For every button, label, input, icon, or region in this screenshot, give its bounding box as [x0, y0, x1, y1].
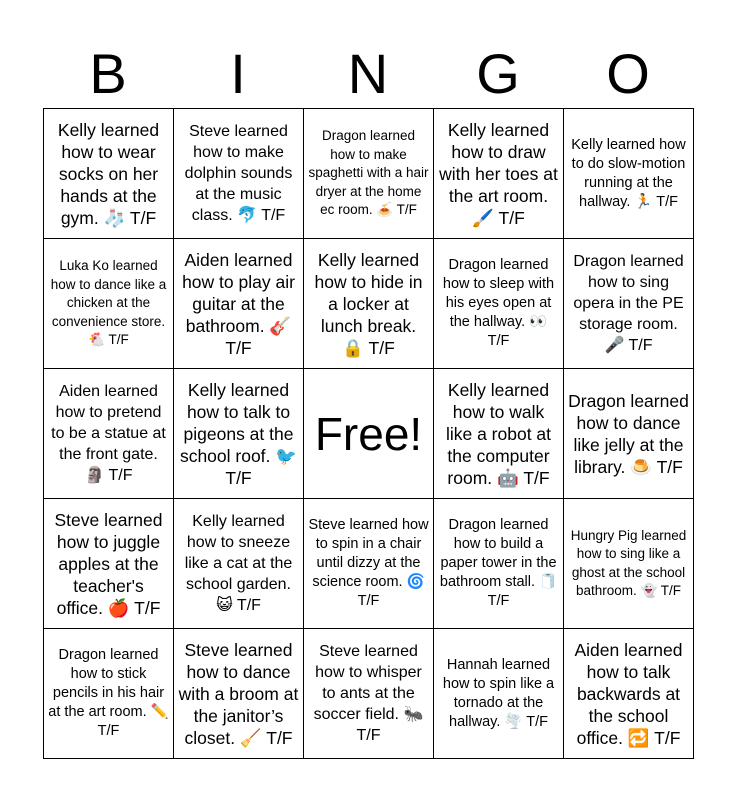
- bingo-cell[interactable]: [44, 629, 174, 759]
- bingo-cell-text: Kelly learned how to hide in a locker at lunch break. 🔒 T/F: [314, 249, 423, 358]
- bingo-cell[interactable]: [564, 499, 694, 629]
- bingo-cell-text: Steve learned how to dance with a broom at the janitor’s closet. 🧹 T/F: [178, 639, 299, 748]
- bingo-row: [44, 629, 694, 759]
- bingo-cell[interactable]: [44, 369, 174, 499]
- bingo-cell[interactable]: [174, 239, 304, 369]
- bingo-cell-text: Dragon learned how to sing opera in the PE storage room. 🎤 T/F: [573, 253, 684, 354]
- bingo-row: [44, 499, 694, 629]
- bingo-cell[interactable]: [44, 499, 174, 629]
- bingo-cell[interactable]: [564, 369, 694, 499]
- title-letter-b: B: [89, 42, 127, 105]
- bingo-cell[interactable]: [174, 629, 304, 759]
- bingo-cell[interactable]: [564, 109, 694, 239]
- bingo-cell-text: Steve learned how to juggle apples at the teacher's office. 🍎 T/F: [54, 509, 163, 618]
- bingo-cell-text: Hannah learned how to spin like a tornado at the hallway. 🌪️ T/F: [442, 656, 555, 730]
- bingo-cell-text: Luka Ko learned how to dance like a chicken at the convenience store. 🐔 T/F: [50, 258, 167, 348]
- title-letter-n: N: [347, 42, 389, 105]
- bingo-cell-text: Kelly learned how to walk like a robot at the computer room. 🤖 T/F: [445, 379, 552, 488]
- bingo-cell[interactable]: [44, 109, 174, 239]
- free-space[interactable]: [304, 369, 434, 499]
- bingo-cell[interactable]: [434, 239, 564, 369]
- bingo-cell-text: Kelly learned how to talk to pigeons at the school roof. 🐦 T/F: [179, 379, 298, 488]
- bingo-cell-text: Kelly learned how to wear socks on her hands at the gym. 🧦 T/F: [57, 119, 160, 228]
- bingo-cell-text: Aiden learned how to play air guitar at the bathroom. 🎸 T/F: [182, 249, 295, 358]
- bingo-cell-text: Steve learned how to whisper to ants at the soccer field. 🐜 T/F: [313, 643, 424, 744]
- bingo-cell-text: Hungry Pig learned how to sing like a ghost at the school bathroom. 👻 T/F: [570, 527, 687, 598]
- bingo-cell-text: Kelly learned how to do slow-motion running at the hallway. 🏃 T/F: [571, 136, 686, 210]
- bingo-cell[interactable]: [44, 239, 174, 369]
- bingo-cell-text: Aiden learned how to talk backwards at the school office. 🔁 T/F: [574, 639, 683, 748]
- bingo-cell[interactable]: [174, 369, 304, 499]
- title-letter-i: I: [230, 42, 246, 105]
- bingo-row: [44, 369, 694, 499]
- bingo-cell[interactable]: [174, 109, 304, 239]
- bingo-cell[interactable]: [564, 629, 694, 759]
- bingo-cell[interactable]: [434, 629, 564, 759]
- bingo-cell[interactable]: [434, 369, 564, 499]
- bingo-cell[interactable]: [434, 499, 564, 629]
- bingo-cell-text: Aiden learned how to pretend to be a statue at the front gate. 🗿 T/F: [51, 383, 166, 484]
- bingo-cell-text: Steve learned how to make dolphin sounds at the music class. 🐬 T/F: [184, 123, 293, 224]
- bingo-cell-text: Kelly learned how to sneeze like a cat at the school garden. 😺 T/F: [184, 513, 293, 614]
- bingo-cell-text: Kelly learned how to draw with her toes at the art room. 🖌️ T/F: [439, 119, 558, 228]
- title-letter-g: G: [476, 42, 520, 105]
- bingo-cell[interactable]: [174, 499, 304, 629]
- bingo-cell[interactable]: [304, 629, 434, 759]
- bingo-cell[interactable]: [564, 239, 694, 369]
- bingo-cell-text: Dragon learned how to build a paper tower in the bathroom stall. 🧻 T/F: [439, 517, 558, 609]
- bingo-cell-text: Steve learned how to spin in a chair until dizzy at the science room. 🌀 T/F: [308, 517, 429, 609]
- bingo-cell[interactable]: [304, 239, 434, 369]
- bingo-cell-text: Dragon learned how to sleep with his eyes open at the hallway. 👀 T/F: [442, 257, 555, 349]
- bingo-cell-text: Dragon learned how to dance like jelly at the library. 🍮 T/F: [568, 390, 689, 477]
- bingo-cell[interactable]: [304, 499, 434, 629]
- bingo-cell-text: Dragon learned how to make spaghetti with a hair dryer at the home ec room. 🍝 T/F: [308, 128, 429, 218]
- title-letter-o: O: [606, 42, 650, 105]
- bingo-row: [44, 109, 694, 239]
- bingo-board: [43, 108, 694, 759]
- bingo-cell-text: Dragon learned how to stick pencils in his hair at the art room. ✏️ T/F: [48, 647, 169, 739]
- bingo-cell[interactable]: [304, 109, 434, 239]
- bingo-title: [43, 38, 693, 110]
- bingo-cell[interactable]: [434, 109, 564, 239]
- free-space-label: Free!: [314, 407, 423, 460]
- bingo-row: [44, 239, 694, 369]
